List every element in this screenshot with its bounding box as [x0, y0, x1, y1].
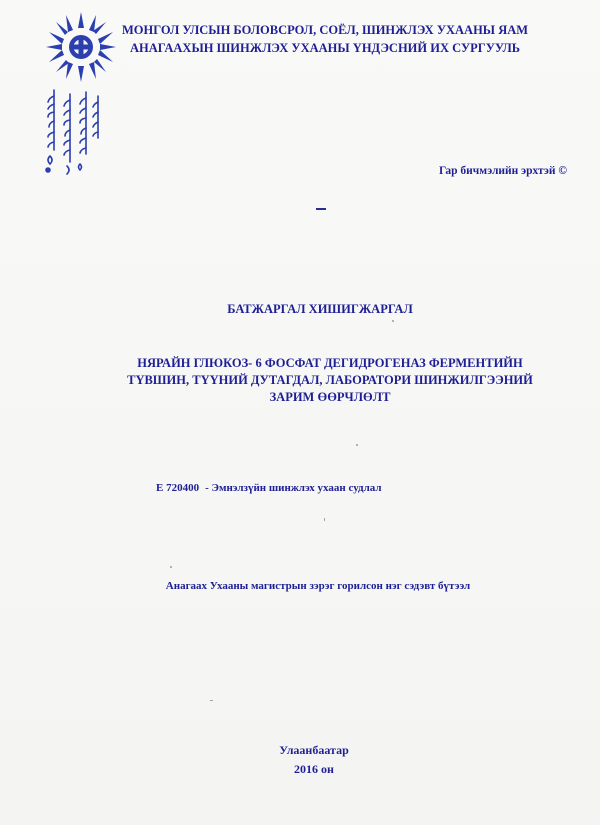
specialty-code: Е 720400 [156, 482, 200, 494]
degree-statement: Анагаах Ухааны магистрын зэрэг горилсон нэг сэдэвт бүтээл [165, 580, 471, 592]
scan-speck [170, 566, 172, 568]
author-name: БАТЖАРГАЛ ХИШИГЖАРГАЛ [227, 302, 413, 316]
mongolian-script-seal-icon [40, 88, 102, 188]
title-line-3: ЗАРИМ ӨӨРЧЛӨЛТ [269, 390, 391, 404]
scan-speck [356, 444, 358, 446]
decorative-dash [316, 208, 326, 210]
year-label: 2016 он [294, 762, 334, 776]
city-name: Улаанбаатар [279, 743, 349, 757]
scan-speck [392, 320, 394, 322]
specialty-line [156, 482, 382, 494]
scan-speck [324, 518, 325, 521]
title-line-2: ТҮВШИН, ТҮҮНИЙ ДУТАГДАЛ, ЛАБОРАТОРИ ШИНЖИЛГЭЭНИЙ [127, 373, 533, 387]
ministry-name: МОНГОЛ УЛСЫН БОЛОВСРОЛ, СОЁЛ, ШИНЖЛЭХ УХААНЫ ЯАМ [122, 23, 529, 37]
university-emblem-icon [44, 10, 118, 84]
thesis-title [70, 355, 590, 406]
copyright-notice: Гар бичмэлийн эрхтэй © [439, 165, 567, 177]
specialty-name: - Эмнэлзүйн шинжлэх ухаан судлал [205, 482, 382, 494]
title-line-1: НЯРАЙН ГЛЮКОЗ- 6 ФОСФАТ ДЕГИДРОГЕНАЗ ФЕРМЕНТИЙН [137, 356, 523, 370]
university-name: АНАГААХЫН ШИНЖЛЭХ УХААНЫ ҮНДЭСНИЙ ИХ СУРГУУЛЬ [130, 41, 521, 55]
scan-speck [210, 700, 213, 701]
